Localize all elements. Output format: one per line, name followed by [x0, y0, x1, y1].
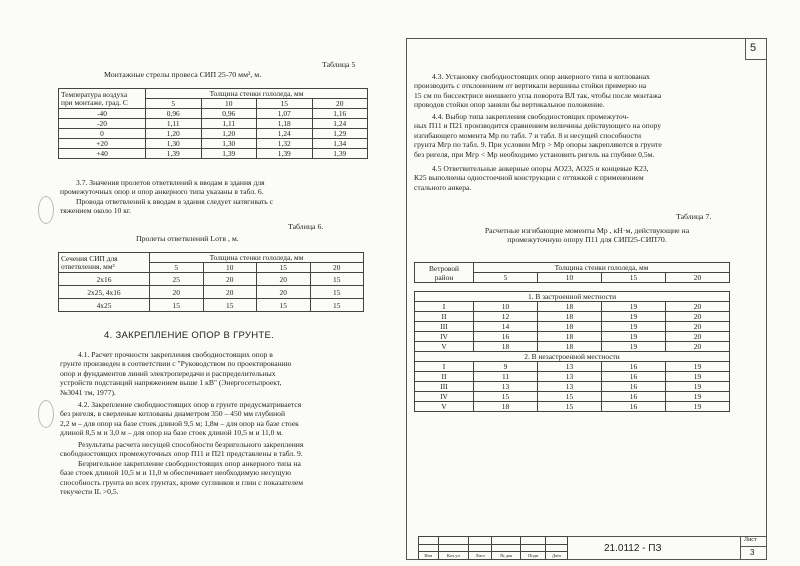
paragraph-4-4: 4.4. Выбор типа закрепления свободностоящих промежуточ- ных П11 и П21 производится сравнением величины действующего на опору изгибающего момента Мр по табл. 7 и табл. 8 и несущей способности грунта Мгр по табл. 9. При условии Мгр > Мр опоры закрепляются в грунте без ригеля, при Мгр < Мр необходимо установить ригель на глубине 0,5м. [414, 112, 662, 159]
table-row: III 13 13 16 19 [415, 382, 730, 392]
table-row: II 12 18 19 20 [415, 312, 730, 322]
table7-head-col: Ветровой район [415, 263, 474, 283]
table-row: 4x25 15 15 15 15 [59, 299, 364, 312]
table5-label: Таблица 5 [322, 60, 356, 69]
paragraph-4-2: 4.2. Закрепление свободностоящих опор в грунте предусматривается без ригеля, в сверленые котлованы диаметром 350 – 450 мм глубиной 2,2 м – для опор на базе стоек длиной 9,5 м; 1,8м – для опор на базе стоек длиной 8,5 м и 3,0 м – для опор на базе стоек длиной 10,5 м и 11,0 м. [60, 400, 302, 438]
sheet-divider [740, 546, 767, 547]
table6-label: Таблица 6. [288, 222, 324, 231]
table-row: IV 15 15 16 19 [415, 392, 730, 402]
table-row: I 10 18 19 20 [415, 302, 730, 312]
binder-hole-top [38, 196, 54, 224]
table-row: V 18 18 19 20 [415, 342, 730, 352]
paragraph-4-3: 4.3. Установку свободностоящих опор анкерного типа в котлованах производить с отклонением от вертикали вершины стойки примерно на 15 см по биссектрисе внешнего угла поворота ВЛ так, чтобы после монтажа проводов стойки опор заняли бы вертикальное положение. [414, 72, 662, 110]
table6-head-group: Толщина стенки гололеда, мм [150, 253, 364, 263]
table6-head-col: Сечения СИП для ответвления, мм² [59, 253, 150, 273]
table-row: +20 1,30 1,30 1,32 1,34 [59, 139, 368, 149]
table5-head-group: Толщина стенки гололеда, мм [146, 89, 368, 99]
table-row: -40 0,96 0,96 1,07 1,16 [59, 109, 368, 119]
table-row: 0 1,20 1,20 1,24 1,29 [59, 129, 368, 139]
table5-head-col: Температура воздуха при монтаже, град. С [59, 89, 146, 109]
table-row: III 14 18 19 20 [415, 322, 730, 332]
table-row: IV 16 18 19 20 [415, 332, 730, 342]
table-row: +40 1,39 1,39 1,39 1,39 [59, 149, 368, 159]
table-row: V 18 15 16 19 [415, 402, 730, 412]
table7-label: Таблица 7. [676, 212, 712, 221]
binder-hole-bottom [38, 400, 54, 428]
paragraph-results: Результаты расчета несущей способности безригельного закрепления свободностоящих промежуточных опор П11 и П21 представлены в табл. 9. Безригельное закрепление свободностоящих опор анкерного типа на базе стоек длиной 10,5 м и 11,0 м обеспечивает необходимую несущую способность грунта во всех грунтах, кроме суглинков и глин с показателем текучести IL >0,5. [60, 440, 304, 497]
table6-caption: Пролеты ответвлений Lотв , м. [136, 234, 239, 243]
table-6: Сечения СИП для ответвления, мм² Толщина стенки гололеда, мм 5 10 15 20 2x16 25 20 20 15 2x25, 4x16 20 20 20 15 4x25 15 15 15 15 [58, 252, 364, 312]
table-7: Ветровой район Толщина стенки гололеда, мм 5 10 15 20 1. В застроенной местности I 10 18 19 20 II 12 18 19 20 III 14 18 19 20 IV 16 18 19 20 V 18 18 19 20 2. В незастроенной местности I 9 13 16 19 II 11 13 16 19 III 13 13 16 19 IV 15 15 16 19 V 18 15 16 19 [414, 262, 730, 412]
table-row: 2x16 25 20 20 15 [59, 273, 364, 286]
doc-code: 21.0112 - ПЗ [604, 543, 662, 554]
table7-caption: Расчетные изгибающие моменты Мр , кН·м, действующие на промежуточную опору П11 для СИП25-СИП70. [484, 226, 690, 244]
paragraph-4-1: 4.1. Расчет прочности закрепления свободностоящих опор в грунте произведен в соответствии с "Руководством по проектированию опор и фундаментов линий электропередачи и распределительных устройств подстанций напряжением выше 1 кВ" (Энергосетьпроект, №3041 тм, 1977). [60, 350, 292, 397]
paragraph-3-7: 3.7. Значения пролетов ответвлений к вводам в здания для промежуточных опор и опор анкерного типа указаны в табл. 6. Провода ответвлений к вводам в здания следует натягивать с тяжением около 10 кг. [60, 178, 274, 216]
stamp-revisions: Изм Кол.уч Лист № док Подп Дата [418, 536, 568, 560]
table7-section-1: 1. В застроенной местности [415, 292, 730, 302]
paragraph-4-5: 4.5 Ответвительные анкерные опоры АО23, АО25 и концевые К23, К25 выполнены одностоечной конструкции с оттяжкой с применением стального анкера. [414, 164, 649, 192]
table-row: I 9 13 16 19 [415, 362, 730, 372]
table5-caption: Монтажные стрелы провеса СИП 25-70 мм², м. [104, 70, 262, 79]
table-row: II 11 13 16 19 [415, 372, 730, 382]
sheet-number: 3 [750, 548, 755, 557]
table-row: 2x25, 4x16 20 20 20 15 [59, 286, 364, 299]
section-title: 4. ЗАКРЕПЛЕНИЕ ОПОР В ГРУНТЕ. [104, 330, 275, 341]
sheet-label: Лист [744, 537, 757, 543]
page-number: 5 [750, 42, 757, 54]
table7-head-group: Толщина стенки гололеда, мм [474, 263, 730, 273]
table-row: -20 1,11 1,11 1,18 1,24 [59, 119, 368, 129]
table-5: Температура воздуха при монтаже, град. С Толщина стенки гололеда, мм 5 10 15 20 -40 0,96 0,96 1,07 1,16 -20 1,11 1,11 1,18 1,24 0 1,20 1,20 1,24 1,29 +20 1,30 1,30 1,32 1,34 +40 1,39 1,39 1,39 1,39 [58, 88, 368, 159]
table7-section-2: 2. В незастроенной местности [415, 352, 730, 362]
